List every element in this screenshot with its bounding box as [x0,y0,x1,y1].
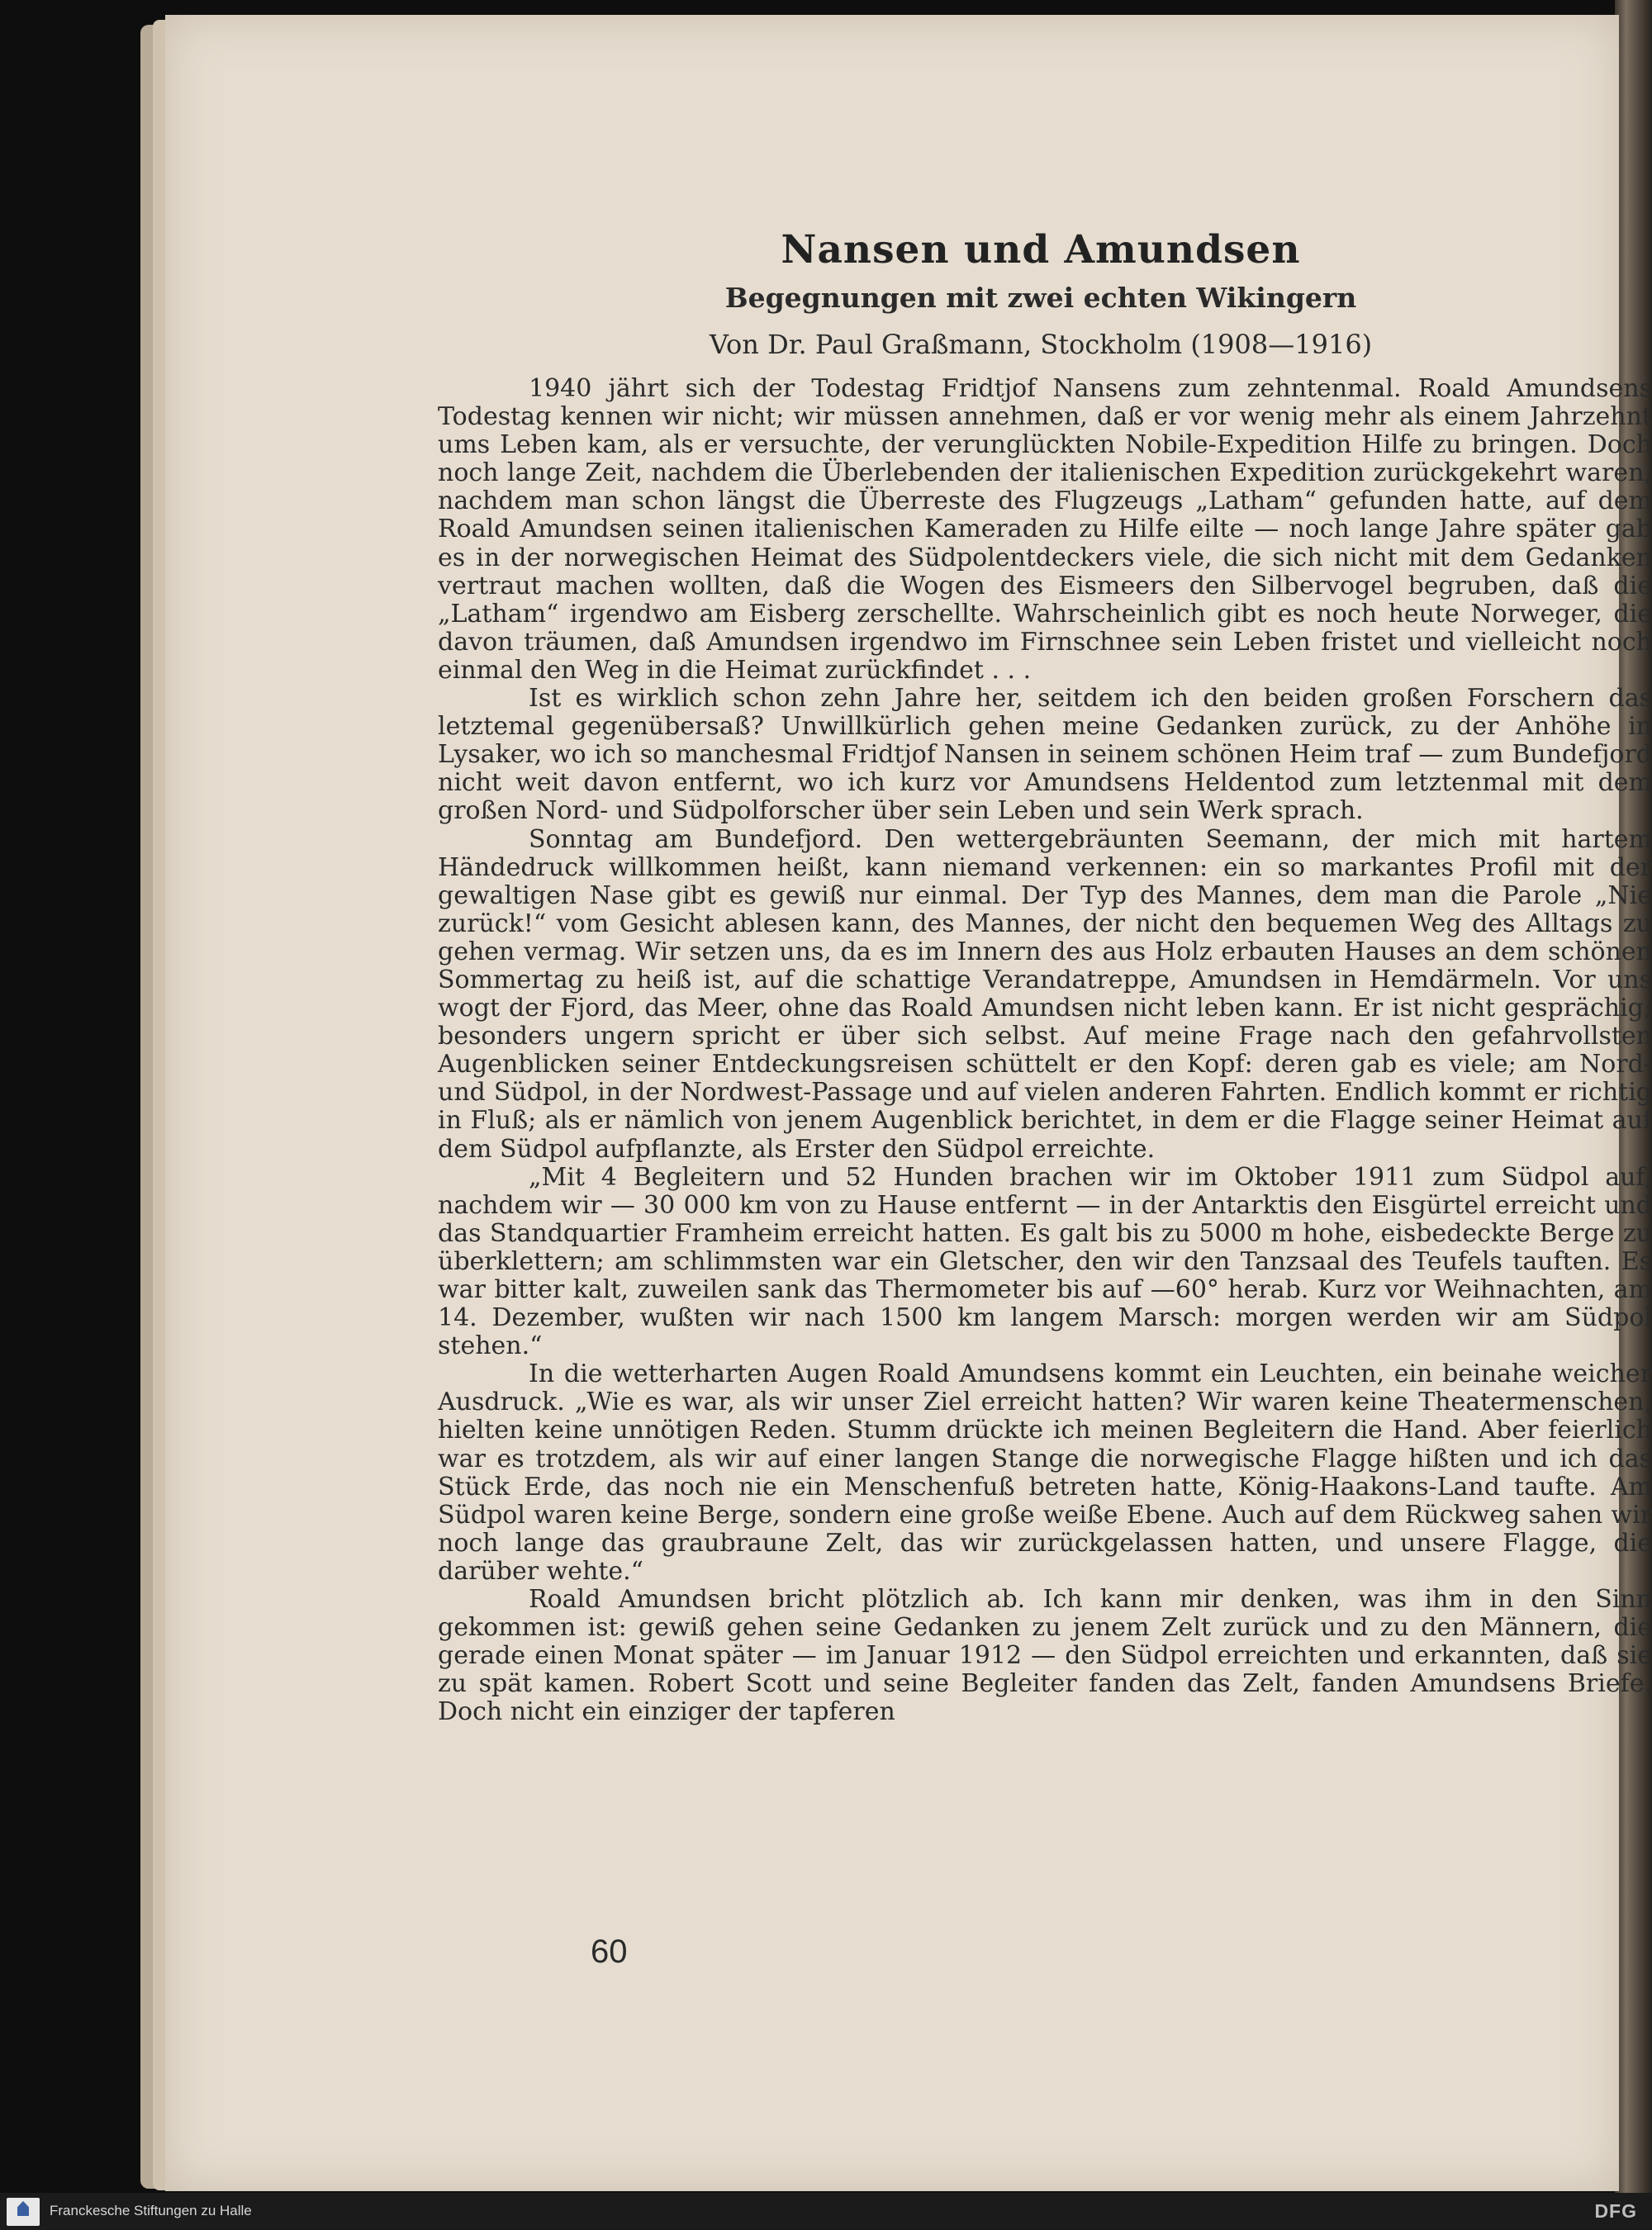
institution-logo-icon [7,2198,40,2226]
article-title: Nansen und Amundsen [781,227,1301,273]
book-page [165,15,1652,2191]
paragraph: 1940 jährt sich der Todestag Fridtjof Nansens zum zehntenmal. Roald Amundsens Todestag kennen wir nicht; wir müssen annehmen, daß er vor wenig mehr als einem Jahrzehnt ums Leben kam, als er versuchte, der verunglückten Nobile-Expedition Hilfe zu bringen. Doch noch lange Zeit, nachdem die Überlebenden der italienischen Expedition zurückgekehrt waren, nachdem man schon längst die Überreste des Flugzeugs „Latham“ gefunden hatte, auf dem Roald Amundsen seinen italienischen Kameraden zu Hilfe eilte — noch lange Jahre später gab es in der norwegischen Heimat des Südpolentdeckers viele, die sich nicht mit dem Gedanken vertraut machen wollten, daß die Wogen des Eismeers den Silbervogel begruben, daß die „Latham“ irgendwo am Eisberg zerschellte. Wahrscheinlich gibt es noch heute Norweger, die davon träumen, daß Amundsen irgendwo im Firnschnee sein Leben fristet und vielleicht noch einmal den Weg in die Heimat zurückfindet . . . [438,374,1652,685]
paragraph: In die wetterharten Augen Roald Amundsens kommt ein Leuchten, ein beinahe weicher Ausdruck. „Wie es war, als wir unser Ziel erreicht hatten? Wir waren keine Theatermenschen, hielten keine unnötigen Reden. Stumm drückte ich meinen Begleitern die Hand. Aber feierlich war es trotzdem, als wir auf einer langen Stange die norwegische Flagge hißten und ich das Stück Erde, das noch nie ein Menschenfuß betreten hatte, König-Haakons-Land taufte. Am Südpol waren keine Berge, sondern eine große weiße Ebene. Auch auf dem Rückweg sahen wir noch lange das graubraune Zelt, das wir zurückgelassen hatten, und unsere Flagge, die darüber wehte.“ [438,1359,1652,1586]
page-number: 60 [591,1933,628,1970]
article-subtitle: Begegnungen mit zwei echten Wikingern [724,282,1357,314]
paragraph: Roald Amundsen bricht plötzlich ab. Ich kann mir denken, was ihm in den Sinn gekommen ist: gewiß gehen seine Gedanken zu jenem Zelt zurück und zu den Männern, die gerade einen Monat später — im Januar 1912 — den Südpol erreichten und erkannten, daß sie zu spät kamen. Robert Scott und seine Begleiter fanden das Zelt, fanden Amundsens Briefe. Doch nicht ein einziger der tapferen [438,1585,1652,1727]
article-byline: Von Dr. Paul Graßmann, Stockholm (1908—1916) [709,329,1373,360]
institution-name: Franckesche Stiftungen zu Halle [50,2203,252,2218]
funder-logo: DFG [1594,2200,1637,2222]
paragraph: Ist es wirklich schon zehn Jahre her, seitdem ich den beiden großen Forschern das letztemal gegenübersaß? Unwillkürlich gehen meine Gedanken zurück, zu der Anhöhe in Lysaker, wo ich so manchesmal Fridtjof Nansen in seinem schönen Heim traf — zum Bundefjord nicht weit davon entfernt, wo ich kurz vor Amundsens Heldentod zum letztenmal mit dem großen Nord- und Südpolforscher über sein Leben und sein Werk sprach. [438,684,1652,826]
viewer-footer [0,2193,1652,2230]
paragraph: Sonntag am Bundefjord. Den wettergebräunten Seemann, der mich mit hartem Händedruck willkommen heißt, kann niemand verkennen: ein so markantes Profil mit der gewaltigen Nase gibt es gewiß nur einmal. Der Typ des Mannes, dem man die Parole „Nie zurück!“ vom Gesicht ablesen kann, des Mannes, der nicht den bequemen Weg des Alltags zu gehen vermag. Wir setzen uns, da es im Innern des aus Holz erbauten Hauses an dem schönen Sommertag zu heiß ist, auf die schattige Verandatreppe, Amundsen in Hemdärmeln. Vor uns wogt der Fjord, das Meer, ohne das Roald Amundsen nicht leben kann. Er ist nicht gesprächig; besonders ungern spricht er über sich selbst. Auf meine Frage nach den gefahrvollsten Augenblicken seiner Entdeckungsreisen schüttelt er den Kopf: deren gab es viele; am Nord- und Südpol, in der Nordwest-Passage und auf vielen anderen Fahrten. Endlich kommt er richtig in Fluß; als er nämlich von jenem Augenblick berichtet, in dem er die Flagge seiner Heimat auf dem Südpol aufpflanzte, als Erster den Südpol erreichte. [438,824,1652,1164]
article-body [438,375,1652,1727]
paragraph: „Mit 4 Begleitern und 52 Hunden brachen wir im Oktober 1911 zum Südpol auf, nachdem wir — 30 000 km von zu Hause entfernt — in der Antarktis den Eisgürtel erreicht und das Standquartier Framheim erreicht hatten. Es galt bis zu 5000 m hohe, eisbedeckte Berge zu überklettern; am schlimmsten war ein Gletscher, den wir den Tanzsaal des Teufels tauften. Es war bitter kalt, zuweilen sank das Thermometer bis auf —60° herab. Kurz vor Weihnachten, am 14. Dezember, wußten wir nach 1500 km langem Marsch: morgen werden wir am Südpol stehen.“ [438,1162,1652,1361]
